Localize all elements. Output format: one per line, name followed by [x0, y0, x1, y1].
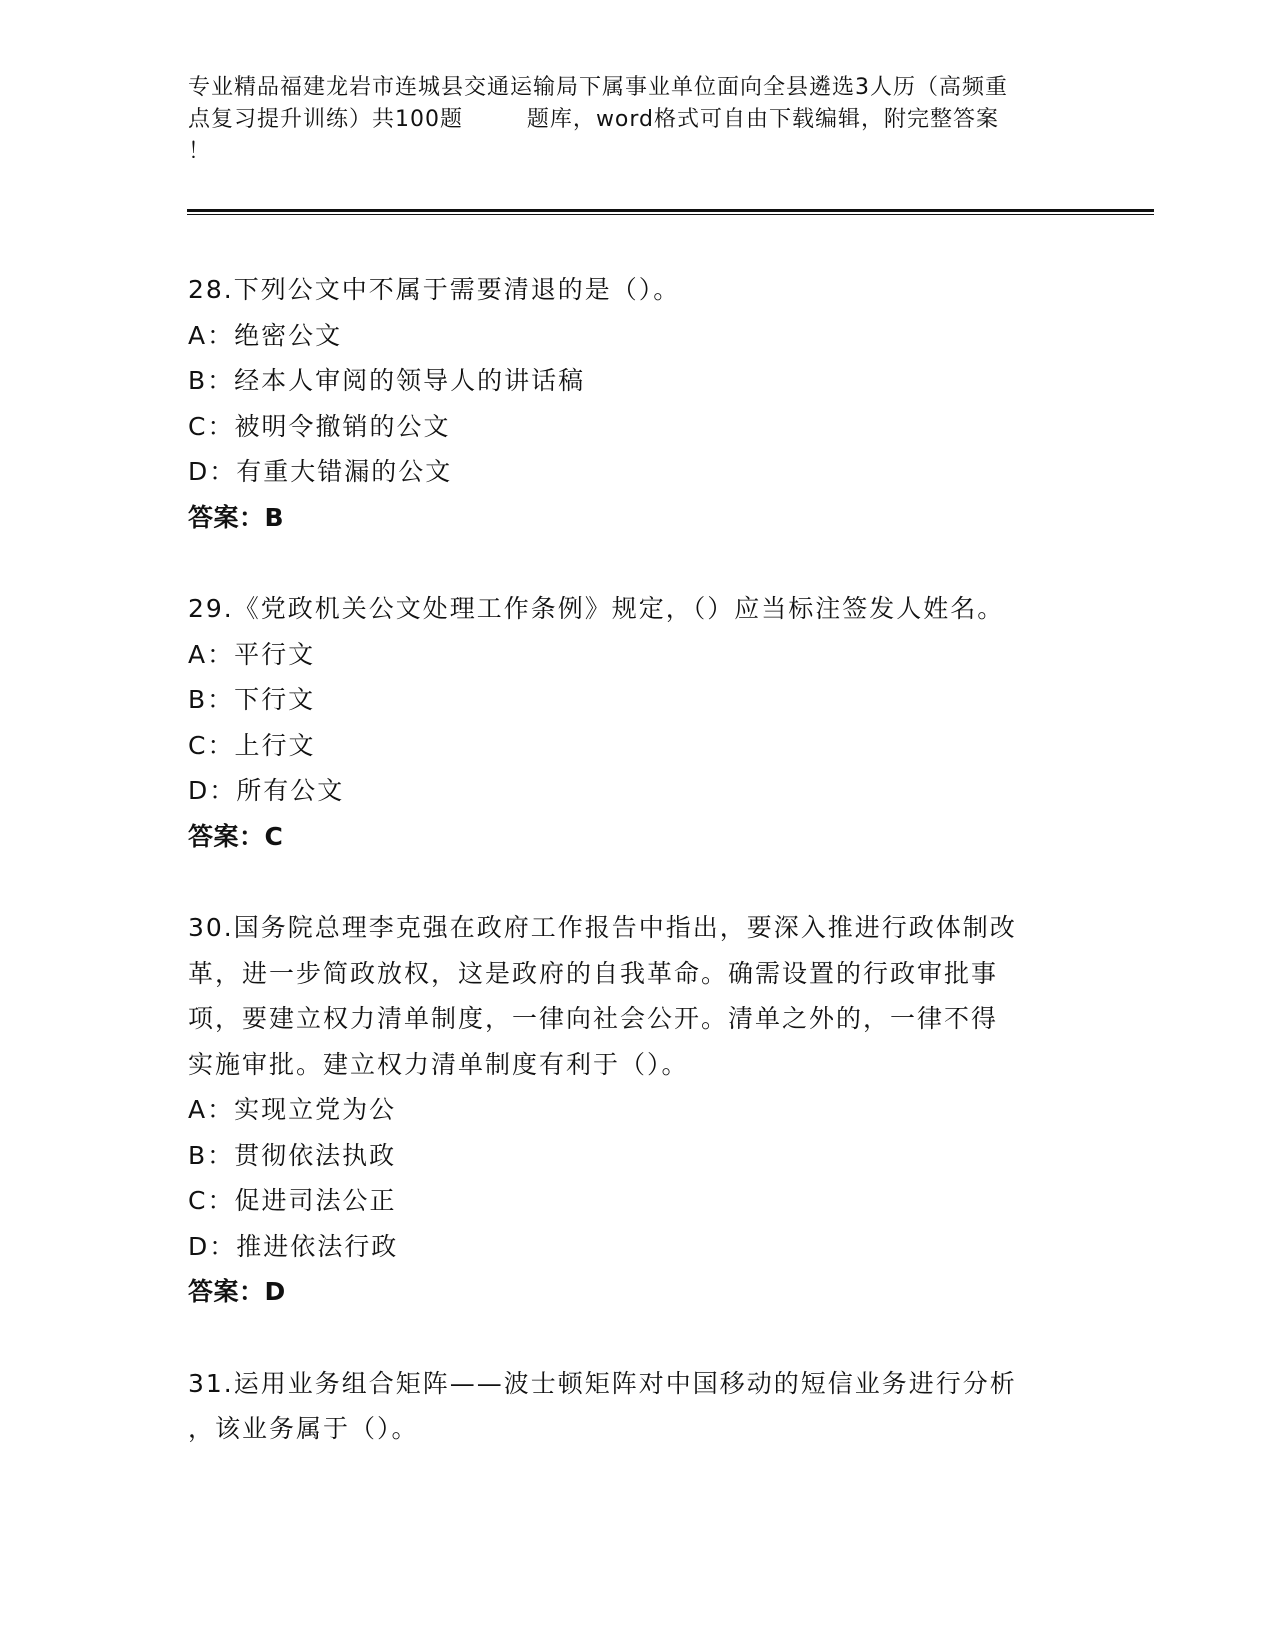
question-text: 项，要建立权力清单制度，一律向社会公开。清单之外的，一律不得	[188, 1004, 999, 1033]
question-text: 革，进一步简政放权，这是政府的自我革命。确需设置的行政审批事	[188, 958, 999, 988]
question-29	[188, 586, 1088, 859]
question-text: 29.《党政机关公文处理工作条例》规定，（）应当标注签发人姓名。	[188, 594, 1005, 623]
option-a: A：平行文	[188, 639, 316, 669]
answer-label: 答案：B	[188, 502, 285, 532]
question-28	[188, 267, 1088, 540]
option-b: B：经本人审阅的领导人的讲话稿	[188, 366, 586, 395]
option-d: D：所有公文	[188, 776, 345, 805]
spacer	[188, 859, 1088, 905]
spacer	[188, 1315, 1088, 1361]
option-d: D：有重大错漏的公文	[188, 457, 453, 486]
option-c: C：促进司法公正	[188, 1186, 397, 1215]
question-31	[188, 1361, 1088, 1452]
option-b: B：贯彻依法执政	[188, 1140, 397, 1170]
question-text: 30.国务院总理李克强在政府工作报告中指出，要深入推进行政体制改	[188, 913, 1017, 942]
header-line: 专业精品福建龙岩市连城县交通运输局下属事业单位面向全县遴选3人历（高频重	[188, 75, 1008, 100]
option-c: C：上行文	[188, 730, 316, 760]
question-text: ，该业务属于（）。	[188, 1414, 419, 1443]
question-text: 28.下列公文中不属于需要清退的是（）。	[188, 275, 681, 304]
header-rule-thick	[187, 209, 1154, 212]
option-a: A：实现立党为公	[188, 1095, 397, 1124]
option-d: D：推进依法行政	[188, 1231, 399, 1261]
answer-label: 答案：D	[188, 1277, 286, 1306]
spacer	[188, 540, 1088, 586]
document-header	[188, 72, 1088, 168]
option-c: C：被明令撤销的公文	[188, 411, 451, 441]
question-text: 实施审批。建立权力清单制度有利于（）。	[188, 1049, 689, 1079]
option-a: A：绝密公文	[188, 320, 343, 350]
question-30	[188, 905, 1088, 1315]
header-rule-thin	[187, 214, 1154, 215]
header-line: ！	[188, 139, 212, 164]
option-b: B：下行文	[188, 685, 316, 714]
answer-label: 答案：C	[188, 821, 284, 851]
question-list	[188, 267, 1088, 1452]
question-text: 31.运用业务组合矩阵——波士顿矩阵对中国移动的短信业务进行分析	[188, 1368, 1017, 1398]
header-line: 点复习提升训练）共100题 题库，word格式可自由下载编辑，附完整答案	[188, 107, 1000, 132]
